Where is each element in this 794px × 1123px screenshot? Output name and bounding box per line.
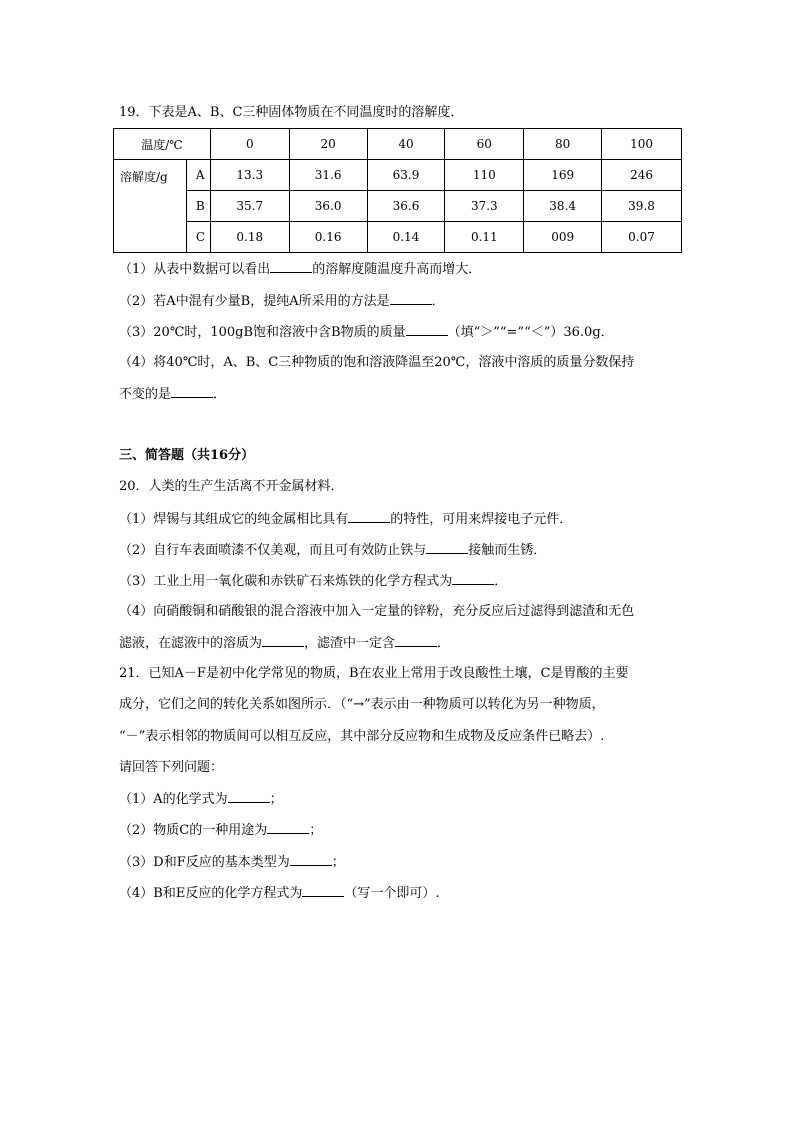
table-row bbox=[114, 191, 682, 222]
q21-line2: 成分，它们之间的转化关系如图所示．（“→”表示由一种物质可以转化为另一种物质， bbox=[119, 697, 605, 712]
q20-part4-text: 滤液，在滤液中的溶质为 bbox=[119, 636, 263, 651]
answer-blank[interactable] bbox=[348, 510, 390, 523]
q21-part2-text-end: ； bbox=[309, 823, 323, 838]
q19-part2 bbox=[119, 292, 445, 311]
value-cell: 0.18 bbox=[210, 222, 289, 253]
table-header-row bbox=[114, 129, 682, 160]
q21-part1 bbox=[119, 790, 283, 809]
value-cell: 31.6 bbox=[289, 160, 367, 191]
value-cell: 37.3 bbox=[445, 191, 524, 222]
value-cell: 63.9 bbox=[367, 160, 445, 191]
q21-part1-text: （1）A的化学式为 bbox=[119, 792, 228, 807]
q19-part4-line2 bbox=[119, 385, 226, 404]
q20-part3 bbox=[119, 572, 507, 591]
q21-part2-text: （2）物质C的一种用途为 bbox=[119, 823, 268, 838]
temp-cell: 40 bbox=[367, 129, 445, 160]
q20-part2-text: （2）自行车表面喷漆不仅美观，而且可有效防止铁与 bbox=[119, 543, 427, 558]
section-heading: 三、简答题（共16分） bbox=[119, 448, 255, 463]
value-cell: 38.4 bbox=[524, 191, 602, 222]
answer-blank[interactable] bbox=[270, 260, 312, 273]
value-cell: 36.0 bbox=[289, 191, 367, 222]
q19-part2-text: （2）若A中混有少量B，提纯A所采用的方法是 bbox=[119, 294, 390, 309]
q20-part3-text-end: ． bbox=[494, 574, 508, 589]
q21-part4 bbox=[119, 884, 439, 903]
temp-label-cell: 温度/℃ bbox=[114, 129, 211, 160]
substance-cell: B bbox=[186, 191, 210, 222]
q20-part2-text-end: 接触而生锈． bbox=[468, 543, 547, 558]
q21-line3: “－”表示相邻的物质间可以相互反应，其中部分反应物和生成物及反应条件已略去）. bbox=[119, 729, 605, 744]
solubility-label-cell: 溶解度/g bbox=[114, 160, 187, 253]
q19-part4-text-end: ． bbox=[213, 387, 227, 402]
q19-part1-text-end: 的溶解度随温度升高而增大． bbox=[312, 262, 482, 277]
q19-part2-text-end: ． bbox=[431, 294, 445, 309]
q20-part1-text-end: 的特性，可用来焊接电子元件． bbox=[390, 512, 573, 527]
q20-part4-text-mid: ，滤渣中一定含 bbox=[304, 636, 396, 651]
answer-blank[interactable] bbox=[395, 634, 437, 647]
q20-part4-text-end: ． bbox=[437, 636, 451, 651]
q21-part4-text-end: （写一个即可）. bbox=[344, 886, 440, 901]
q20-part4-line1: （4）向硝酸铜和硝酸银的混合溶液中加入一定量的锌粉，充分反应后过滤得到滤渣和无色 bbox=[119, 604, 635, 619]
q19-part3-text-end: （填“＞”“=”“＜”）36.0g． bbox=[447, 325, 614, 340]
value-cell: 13.3 bbox=[210, 160, 289, 191]
answer-blank[interactable] bbox=[267, 821, 309, 834]
table-row bbox=[114, 160, 682, 191]
q21-part2 bbox=[119, 821, 322, 840]
q20-title: 20．人类的生产生活离不开金属材料． bbox=[119, 479, 344, 494]
q21-part4-text: （4）B和E反应的化学方程式为 bbox=[119, 886, 303, 901]
value-cell: 0.14 bbox=[367, 222, 445, 253]
q21-line1: 21．已知A－F是初中化学常见的物质，B在农业上常用于改良酸性土壤，C是胃酸的主要 bbox=[119, 666, 629, 681]
q19-part4-text: 不变的是 bbox=[119, 387, 172, 402]
q20-part1 bbox=[119, 510, 572, 529]
value-cell: 35.7 bbox=[210, 191, 289, 222]
value-cell: 0.07 bbox=[602, 222, 682, 253]
answer-blank[interactable] bbox=[302, 884, 344, 897]
q21-part3-text-end: ； bbox=[331, 855, 345, 870]
answer-blank[interactable] bbox=[406, 323, 448, 336]
answer-blank[interactable] bbox=[426, 541, 468, 554]
q19-part1 bbox=[119, 260, 481, 279]
q20-part1-text: （1）焊锡与其组成它的纯金属相比具有 bbox=[119, 512, 349, 527]
solubility-table bbox=[113, 128, 682, 253]
q19-part1-text: （1）从表中数据可以看出 bbox=[119, 262, 271, 277]
answer-blank[interactable] bbox=[262, 634, 304, 647]
temp-cell: 100 bbox=[602, 129, 682, 160]
temp-cell: 60 bbox=[445, 129, 524, 160]
substance-cell: C bbox=[186, 222, 210, 253]
answer-blank[interactable] bbox=[390, 292, 432, 305]
q19-part4-line1: （4）将40℃时，A、B、C三种物质的饱和溶液降温至20℃，溶液中溶质的质量分数保持 bbox=[119, 355, 635, 370]
answer-blank[interactable] bbox=[228, 790, 270, 803]
temp-cell: 20 bbox=[289, 129, 367, 160]
substance-cell: A bbox=[186, 160, 210, 191]
answer-blank[interactable] bbox=[290, 853, 332, 866]
q21-line4: 请回答下列问题： bbox=[119, 760, 224, 775]
q19-part3 bbox=[119, 323, 614, 342]
value-cell: 110 bbox=[445, 160, 524, 191]
temp-cell: 0 bbox=[210, 129, 289, 160]
value-cell: 0.16 bbox=[289, 222, 367, 253]
value-cell: 169 bbox=[524, 160, 602, 191]
value-cell: 39.8 bbox=[602, 191, 682, 222]
temp-cell: 80 bbox=[524, 129, 602, 160]
q20-part3-text: （3）工业上用一氧化碳和赤铁矿石来炼铁的化学方程式为 bbox=[119, 574, 453, 589]
q19-title: 19．下表是A、B、C三种固体物质在不同温度时的溶解度． bbox=[119, 105, 464, 120]
q20-part2 bbox=[119, 541, 546, 560]
value-cell: 009 bbox=[524, 222, 602, 253]
q21-part3-text: （3）D和F反应的基本类型为 bbox=[119, 855, 290, 870]
value-cell: 246 bbox=[602, 160, 682, 191]
q21-part3 bbox=[119, 853, 345, 872]
value-cell: 0.11 bbox=[445, 222, 524, 253]
value-cell: 36.6 bbox=[367, 191, 445, 222]
answer-blank[interactable] bbox=[171, 385, 213, 398]
table-row bbox=[114, 222, 682, 253]
q21-part1-text-end: ； bbox=[269, 792, 283, 807]
answer-blank[interactable] bbox=[452, 572, 494, 585]
q20-part4-line2 bbox=[119, 634, 450, 653]
q19-part3-text: （3）20℃时，100gB饱和溶液中含B物质的质量 bbox=[119, 325, 406, 340]
